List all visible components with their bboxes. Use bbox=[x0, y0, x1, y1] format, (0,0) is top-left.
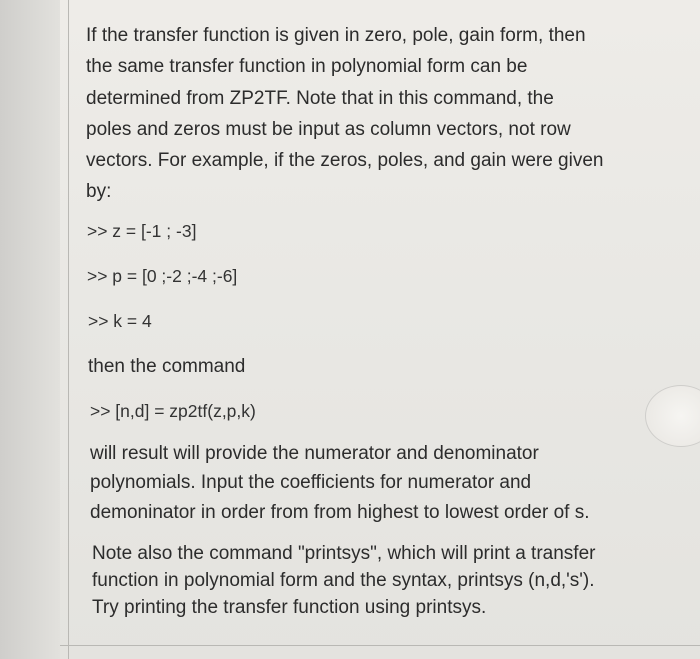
code-gain: >> k = 4 bbox=[88, 311, 152, 331]
paragraph2-line-1: will result will provide the numerator and denominator bbox=[90, 443, 539, 464]
paragraph1-line-2: the same transfer function in polynomial form can be bbox=[86, 56, 528, 77]
paragraph3-line-1: Note also the command "printsys", which will print a transfer bbox=[92, 543, 596, 564]
code-zp2tf: >> [n,d] = zp2tf(z,p,k) bbox=[90, 401, 256, 421]
paragraph3-line-3: Try printing the transfer function using printsys. bbox=[92, 597, 487, 618]
paragraph1-line-1: If the transfer function is given in zero, pole, gain form, then bbox=[86, 25, 586, 46]
paragraph1-line-5: vectors. For example, if the zeros, poles, and gain were given bbox=[86, 150, 604, 171]
paragraph3-line-2: function in polynomial form and the syntax, printsys (n,d,'s'). bbox=[92, 570, 595, 591]
code-zeros: >> z = [-1 ; -3] bbox=[87, 221, 197, 241]
paragraph2-line-3: demoninator in order from from highest to lowest order of s. bbox=[90, 502, 590, 523]
paragraph1-line-3: determined from ZP2TF. Note that in this command, the bbox=[86, 88, 554, 109]
code-poles: >> p = [0 ;-2 ;-4 ;-6] bbox=[87, 266, 238, 286]
paragraph2-line-2: polynomials. Input the coefficients for numerator and bbox=[90, 472, 532, 493]
paragraph1-line-4: poles and zeros must be input as column vectors, not row bbox=[86, 119, 571, 140]
paragraph1-line-6: by: bbox=[86, 181, 112, 202]
then-text: then the command bbox=[88, 356, 246, 377]
